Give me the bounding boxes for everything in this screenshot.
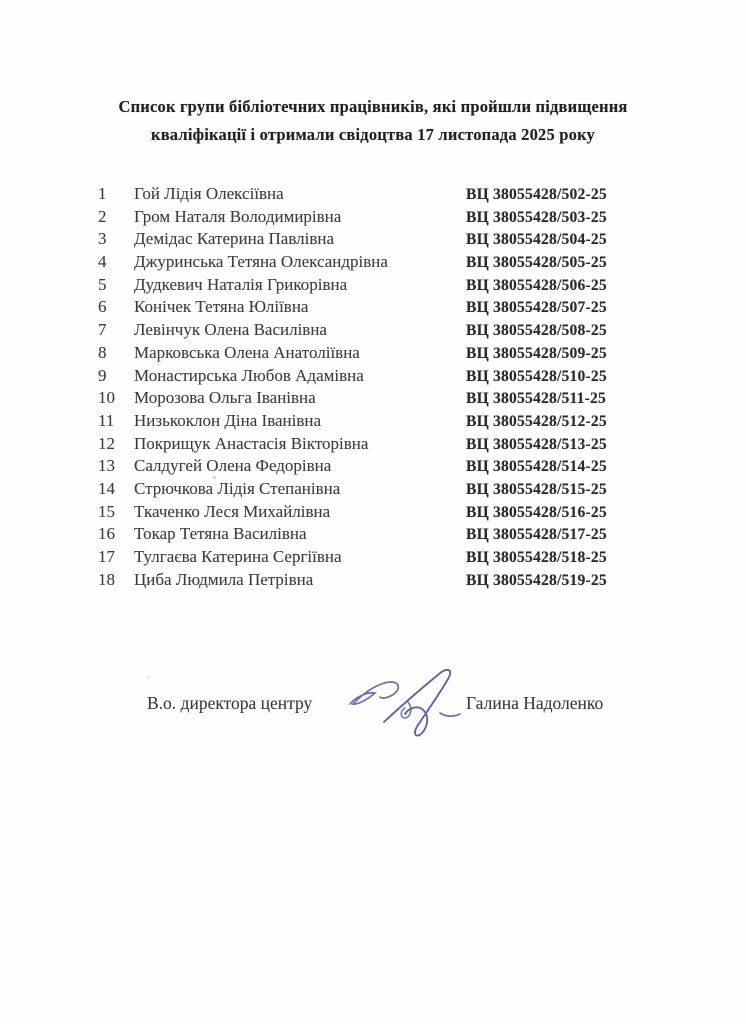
row-number: 14: [98, 478, 115, 498]
list-item: [98, 252, 638, 275]
row-number: 16: [98, 524, 115, 544]
document-title-line-1: Список групи бібліотечних працівників, які пройшли підвищення: [118, 97, 628, 116]
row-number: 4: [98, 252, 107, 272]
row-number: 7: [98, 320, 107, 340]
person-name: Циба Людмила Петрівна: [134, 569, 314, 589]
document-title-line-2: кваліфікації і отримали свідоцтва 17 листопада 2025 року: [150, 124, 596, 144]
list-item: [98, 207, 638, 230]
row-number: 10: [98, 388, 115, 408]
certificate-number: ВЦ 38055428/502-25: [466, 186, 607, 203]
certificate-number: ВЦ 38055428/513-25: [466, 435, 607, 453]
handwritten-signature-icon: [344, 648, 466, 742]
row-number: 12: [98, 433, 115, 453]
scan-smudge: [146, 676, 151, 679]
list-item: [98, 524, 638, 547]
list-item: [98, 479, 638, 502]
person-name: Морозова Ольга Іванівна: [134, 388, 316, 408]
person-name: Левінчук Олена Василівна: [134, 320, 327, 340]
list-item: [98, 297, 638, 320]
person-name: Монастирська Любов Адамівна: [134, 365, 364, 385]
row-number: 18: [98, 569, 115, 589]
person-name: Тулгаєва Катерина Сергіївна: [134, 547, 342, 566]
list-item: [98, 343, 638, 366]
person-name: Марковська Олена Анатоліївна: [134, 342, 360, 362]
row-number: 15: [98, 501, 115, 521]
certificate-number: ВЦ 38055428/516-25: [466, 503, 607, 521]
person-name: Токар Тетяна Василівна: [134, 524, 307, 544]
list-item: [98, 229, 638, 252]
list-item: [98, 570, 638, 593]
certificate-number: ВЦ 38055428/512-25: [466, 412, 607, 430]
list-item: [98, 502, 638, 525]
certificate-number: ВЦ 38055428/506-25: [466, 276, 607, 294]
row-number: 8: [98, 342, 107, 362]
list-item: [98, 320, 638, 343]
person-name: Салдугей Олена Федорівна: [134, 456, 332, 476]
certificate-number: ВЦ 38055428/509-25: [466, 344, 607, 362]
list-item: [98, 411, 638, 434]
row-number: 3: [98, 229, 107, 249]
row-number: 13: [98, 456, 115, 476]
list-item: [98, 434, 638, 457]
row-number: 17: [98, 547, 115, 566]
list-item: [98, 184, 638, 207]
list-item: [98, 275, 638, 298]
person-name: Демідас Катерина Павлівна: [134, 229, 335, 249]
list-item: [98, 547, 638, 570]
certificate-number: ВЦ 38055428/508-25: [466, 322, 607, 340]
row-number: 2: [98, 206, 107, 226]
certificate-number: ВЦ 38055428/510-25: [466, 367, 607, 385]
certificate-number: ВЦ 38055428/515-25: [466, 480, 607, 498]
signatory-name: Галина Надоленко: [466, 693, 604, 713]
person-name: Стрючкова Лідія Степанівна: [134, 478, 341, 498]
certificate-number: ВЦ 38055428/518-25: [466, 549, 607, 566]
certificate-number: ВЦ 38055428/511-25: [466, 390, 607, 408]
certificate-number: ВЦ 38055428/519-25: [466, 571, 607, 589]
person-name: Ткаченко Леся Михайлівна: [134, 501, 331, 521]
person-name: Низькоклон Діна Іванівна: [134, 410, 322, 430]
person-name: Конічек Тетяна Юліївна: [134, 297, 309, 317]
row-number: 6: [98, 297, 107, 317]
person-name: Гром Наталя Володимирівна: [134, 206, 342, 226]
certificate-number: ВЦ 38055428/505-25: [466, 254, 607, 272]
row-number: 5: [98, 274, 107, 294]
scan-speck: [213, 476, 216, 479]
certificate-number: ВЦ 38055428/514-25: [466, 458, 607, 476]
row-number: 9: [98, 365, 107, 385]
certificate-number: ВЦ 38055428/503-25: [466, 208, 607, 226]
row-number: 11: [98, 410, 115, 430]
list-item: [98, 388, 638, 411]
certificate-number: ВЦ 38055428/507-25: [466, 299, 607, 317]
person-name: Покрищук Анастасія Вікторівна: [134, 433, 369, 453]
certificate-list: [98, 184, 638, 592]
signatory-position: В.о. директора центру: [147, 693, 313, 713]
certificate-number: ВЦ 38055428/517-25: [466, 526, 607, 544]
list-item: [98, 456, 638, 479]
row-number: 1: [98, 184, 107, 203]
person-name: Джуринська Тетяна Олександрівна: [134, 252, 388, 272]
person-name: Дудкевич Наталія Грикорівна: [134, 274, 348, 294]
list-item: [98, 366, 638, 389]
person-name: Гой Лідія Олексіївна: [134, 184, 284, 203]
certificate-number: ВЦ 38055428/504-25: [466, 231, 607, 249]
document-title: [73, 93, 673, 148]
